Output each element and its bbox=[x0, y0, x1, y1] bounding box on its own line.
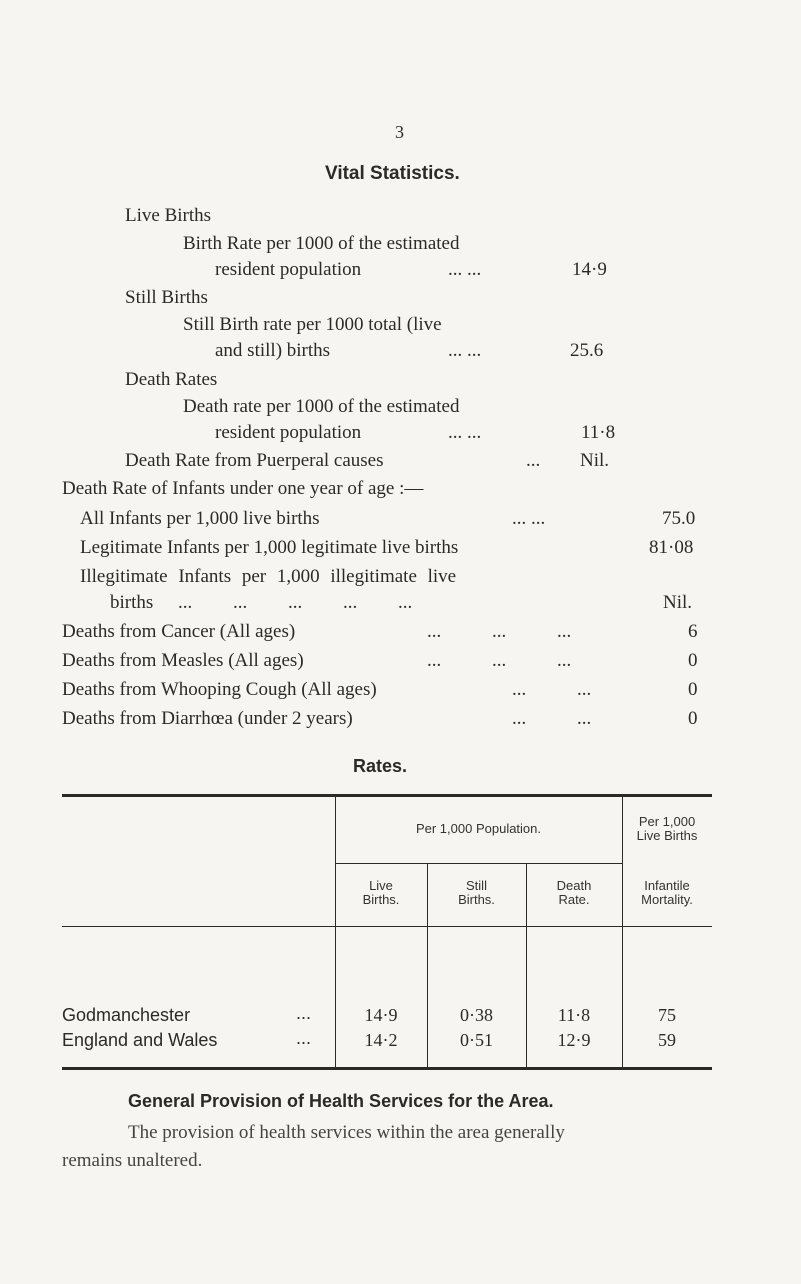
leader-dots: ... ... bbox=[448, 259, 482, 280]
leader-dots: ... ... ... bbox=[427, 650, 572, 671]
leader-dots: ... ... bbox=[512, 708, 592, 729]
whooping-label: Deaths from Whooping Cough (All ages) bbox=[62, 679, 377, 700]
leader-dots: ... ... bbox=[512, 679, 592, 700]
death-rate-line2: resident population bbox=[215, 422, 362, 443]
table-cell: 59 bbox=[658, 1030, 676, 1050]
table-cell: 12·9 bbox=[557, 1030, 591, 1050]
leader-dots: ... bbox=[526, 450, 541, 471]
table-cell: 14·9 bbox=[364, 1005, 398, 1025]
all-infants-label: All Infants per 1,000 live births bbox=[80, 508, 320, 529]
col-infantile-l1: Infantile bbox=[644, 878, 690, 893]
group-per-births-l1: Per 1,000 bbox=[638, 814, 696, 829]
birth-rate-value: 14·9 bbox=[572, 259, 607, 280]
table-row-label: England and Wales bbox=[62, 1030, 218, 1050]
col-infantile-l2: Mortality. bbox=[641, 892, 693, 907]
legit-label: Legitimate Infants per 1,000 legitimate live births bbox=[80, 537, 459, 558]
col-death-rate-l1: Death bbox=[556, 878, 592, 893]
leader-dots: ... ... ... bbox=[427, 621, 572, 642]
still-rate-value: 25.6 bbox=[570, 340, 604, 361]
still-births-heading: Still Births bbox=[125, 287, 208, 308]
table-cell: 0·51 bbox=[460, 1030, 493, 1050]
col-divider bbox=[335, 797, 336, 1067]
page-number: 3 bbox=[395, 122, 404, 142]
infants-heading: Death Rate of Infants under one year of age :— bbox=[62, 478, 424, 499]
all-infants-value: 75.0 bbox=[662, 508, 696, 529]
col-still-births-l2: Births. bbox=[458, 892, 495, 907]
diarrhoea-value: 0 bbox=[688, 708, 698, 729]
header-rule bbox=[62, 926, 712, 927]
group-per-births-l2: Live Births bbox=[636, 828, 698, 843]
death-rate-line1: Death rate per 1000 of the estimated bbox=[183, 396, 460, 417]
cancer-value: 6 bbox=[688, 621, 698, 642]
whooping-value: 0 bbox=[688, 679, 698, 700]
header-rule bbox=[335, 863, 622, 864]
table-top-rule bbox=[62, 794, 712, 797]
measles-label: Deaths from Measles (All ages) bbox=[62, 650, 304, 671]
page-title: Vital Statistics. bbox=[325, 163, 460, 184]
col-live-births-l2: Births. bbox=[362, 892, 400, 907]
death-rates-heading: Death Rates bbox=[125, 369, 218, 390]
puerperal-value: Nil. bbox=[580, 450, 610, 471]
still-rate-line1: Still Birth rate per 1000 total (live bbox=[183, 314, 442, 335]
table-cell: 0·38 bbox=[460, 1005, 493, 1025]
birth-rate-line1: Birth Rate per 1000 of the estimated bbox=[183, 233, 460, 254]
rates-title: Rates. bbox=[353, 756, 408, 776]
live-births-heading: Live Births bbox=[125, 205, 212, 226]
group-per-population: Per 1,000 Population. bbox=[415, 821, 542, 836]
leader-dots: ... ... bbox=[512, 508, 546, 529]
still-rate-line2: and still) births bbox=[215, 340, 331, 361]
provision-line2: remains unaltered. bbox=[62, 1150, 203, 1171]
col-live-births-l1: Live bbox=[369, 878, 393, 893]
illegit-value: Nil. bbox=[663, 592, 693, 613]
death-rate-value: 11·8 bbox=[581, 422, 616, 443]
illegit-line2: births bbox=[110, 592, 154, 613]
col-still-births-l1: Still bbox=[466, 878, 487, 893]
provision-title: General Provision of Health Services for the Area. bbox=[128, 1091, 554, 1111]
puerperal-label: Death Rate from Puerperal causes bbox=[125, 450, 384, 471]
table-bottom-rule bbox=[62, 1067, 712, 1070]
provision-line1: The provision of health services within the area generally bbox=[128, 1122, 565, 1143]
table-cell: 11·8 bbox=[557, 1005, 591, 1025]
table-cell: 14·2 bbox=[364, 1030, 398, 1050]
leader-dots: ... bbox=[296, 1003, 312, 1023]
diarrhoea-label: Deaths from Diarrhœa (under 2 years) bbox=[62, 708, 353, 729]
leader-dots: ... ... bbox=[448, 422, 482, 443]
leader-dots: ... bbox=[296, 1028, 312, 1048]
birth-rate-line2: resident population bbox=[215, 259, 362, 280]
leader-dots: ... ... ... ... ... bbox=[178, 592, 413, 613]
measles-value: 0 bbox=[688, 650, 698, 671]
table-cell: 75 bbox=[658, 1005, 676, 1025]
cancer-label: Deaths from Cancer (All ages) bbox=[62, 621, 296, 642]
leader-dots: ... ... bbox=[448, 340, 482, 361]
col-death-rate-l2: Rate. bbox=[558, 892, 590, 907]
table-row-label: Godmanchester bbox=[62, 1005, 191, 1025]
illegit-line1: Illegitimate Infants per 1,000 illegitimate live bbox=[80, 566, 457, 587]
legit-value: 81·08 bbox=[649, 537, 694, 558]
